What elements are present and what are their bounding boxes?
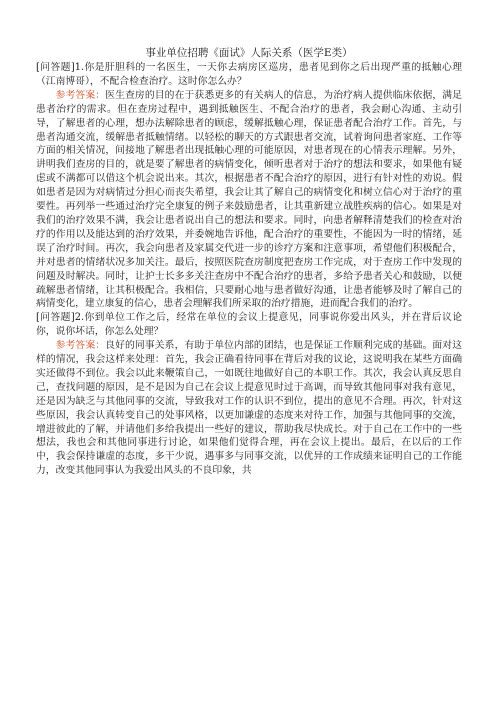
answer-2 [36, 339, 462, 478]
answer-2-text: 良好的同事关系，有助于单位内部的团结，也是保证工作顺利完成的基础。面对这样的情况，我会这样来处理：首先，我会正确看待同事在背后对我的议论，这说明我在某些方面确实还做得不到位。我会以此来鞭策自己，一如既往地做好自己的本职工作。其次，我会认真反思自己，查找问题的原因，是不是因为自己在会议上提意见时过于高调，而导致其他同事对我有意见，还是因为缺乏与其他同事的交流，导致我对工作的认识不到位，提出的意见不合理。再次，针对这些原因，我会认真转变自己的处事风格，以更加谦虚的态度来对待工作，加强与其他同事的交流，增进彼此的了解，并请他们多给我提出一些好的建议，帮助我尽快成长。对于自己在工作中的一些想法，我也会和其他同事进行讨论，如果他们觉得合理，再在会议上提出。最后，在以后的工作中，我会保持谦虚的态度，多干少说，遇事多与同事交流，以优异的工作成绩来证明自己的工作能力，改变其他同事认为我爱出风头的不良印象，共 [36, 340, 463, 477]
answer-1-text: 医生查房的目的在于获悉更多的有关病人的信息，为治疗病人提供临床依据，满足患者治疗的需求。但在查房过程中，遇到抵触医生、不配合治疗的患者，我会耐心沟通、主动引导，了解患者的心理，想办法解除患者的顾虑，缓解抵触心理，保证患者配合治疗工作。首先，与患者沟通交流，缓解患者抵触情绪。以轻松的聊天的方式跟患者交流，试着询问患者家庭、工作等方面的相关情况，间接地了解患者出现抵触心理的可能原因，对患者现在的心情表示理解。另外，讲明我们查房的目的，就是要了解患者的病情变化，倾听患者对于治疗的想法和要求，如果他有疑虑或不满都可以借这个机会说出来。其次，根据患者不配合治疗的原因，进行有针对性的劝说。假如患者是因为对病情过分担心而丧失希望，我会让其了解自己的病情变化和树立信心对于治疗的重要性。再列举一些通过治疗完全康复的例子来鼓励患者，让其重新建立战胜疾病的信心。如果是对我们的治疗效果不满，我会让患者说出自己的想法和要求。同时，向患者解释清楚我们的检查对治疗的作用以及能达到的治疗效果，并委婉地告诉他，配合治疗的重要性，不能因为一时的情绪，延误了治疗时间。再次，我会向患者及家属交代进一步的诊疗方案和注意事项，希望他们积极配合，并对患者的情绪状况多加关注。最后，按照医院查房制度把查房工作完成，对于查房工作中发现的问题及时解决。同时，让护士长多多关注查房中不配合治疗的患者，多给予患者关心和鼓励，以便疏解患者情绪，让其积极配合。我相信，只要耐心地与患者做好沟通，让患者能够及时了解自己的病情变化，建立康复的信心，患者会理解我们所采取的治疗措施，进而配合我们的治疗。 [36, 89, 463, 310]
document-page [36, 46, 462, 478]
document-title: 事业单位招聘《面试》人际关系（医学E类） [145, 47, 353, 59]
question-2: [问答题]2.你到单位工作之后，经常在单位的会议上提意见，同事说你爱出风头，并在背后议论你，说你坏话，你怎么处理？ [36, 312, 462, 338]
answer-label-2: 参考答案： [55, 340, 106, 352]
question-1: [问答题]1.你是肝胆科的一名医生，一天你去病房区巡房，患者见到你之后出现严重的抵触心理（江南博哥），不配合检查治疗。这时你怎么办？ [36, 62, 462, 87]
answer-1 [36, 89, 462, 312]
answer-label-1: 参考答案： [55, 89, 106, 101]
